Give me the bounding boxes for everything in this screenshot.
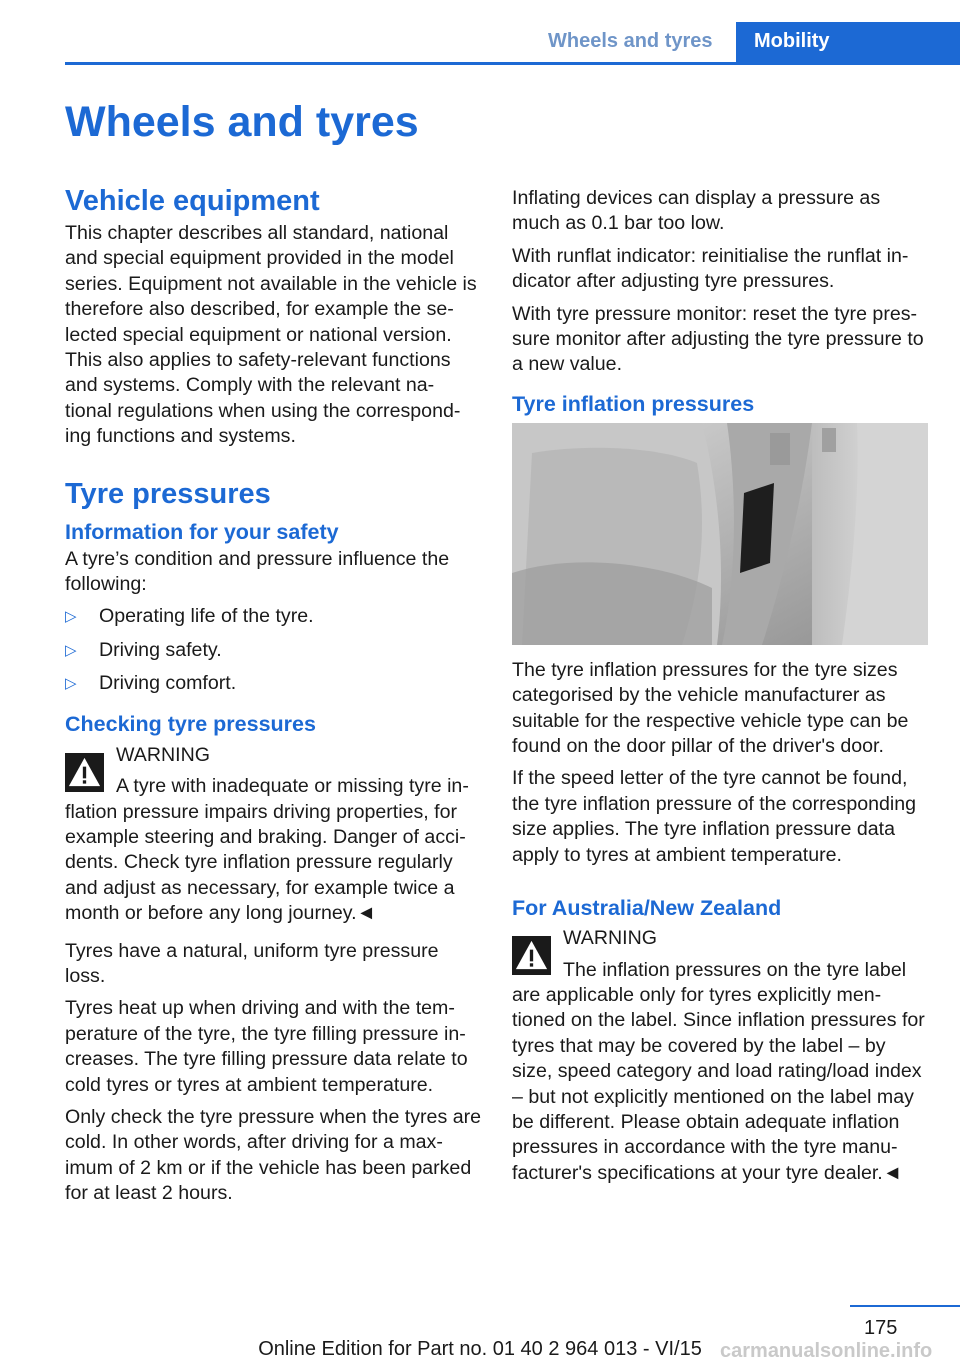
- triangle-right-icon: ▷: [65, 675, 77, 693]
- runflat-paragraph: With runflat indicator: reinitialise the runflat in- dicator after adjusting tyre pressures.: [512, 244, 909, 293]
- list-item: [65, 638, 483, 663]
- triangle-right-icon: ▷: [65, 641, 77, 659]
- tyre-heat-paragraph: Tyres heat up when driving and with the tem- perature of the tyre, the tyre filling pressure in- creases. The tyre filling pressure data relate to cold tyres or tyres at ambient temperature.: [65, 997, 468, 1096]
- australia-nz-heading: For Australia/New Zealand: [512, 896, 782, 921]
- header-tab-mobility: [736, 22, 960, 65]
- check-cold-paragraph: Only check the tyre pressure when the tyres are cold. In other words, after driving for a max- imum of 2 km or if the vehicle has been parked for at least 2 hours.: [65, 1105, 482, 1205]
- inflation-location-paragraph: The tyre inflation pressures for the tyre sizes categorised by the vehicle manufacturer as suitable for the respective vehicle type can be found on the door pillar of the driver's door.: [512, 658, 909, 758]
- warning-title: WARNING: [116, 743, 210, 766]
- speed-letter-paragraph: If the speed letter of the tyre cannot be found, the tyre inflation pressure of the corresponding size applies. The tyre inflation pressure data apply to tyres at ambient temperature.: [512, 767, 917, 866]
- door-pillar-photo: [512, 423, 928, 645]
- vehicle-equipment-body: This chapter describes all standard, national and special equipment provided in the model series. Equipment not available in the vehicle is therefore also described, for example the se- lected special equipment or national version. This also applies to safety-relevant functions and systems. Comply with the relevant na- tional regulations when using the correspond- ing functions and systems.: [65, 222, 477, 448]
- warning-text: A tyre with inadequate or missing tyre in- flation pressure impairs driving properties, for example steering and braking. Danger of acci- dents. Check tyre inflation pressure regularly and adjust as necessary, for example twice a month or before any long journey.◄: [65, 775, 469, 925]
- left-column: [65, 183, 483, 1214]
- list-item-text: Driving comfort.: [99, 672, 237, 695]
- vehicle-equipment-heading: Vehicle equipment: [65, 185, 320, 217]
- header-tab-label: Mobility: [754, 30, 830, 52]
- safety-info-heading: Information for your safety: [65, 519, 339, 544]
- list-item: [65, 604, 483, 629]
- right-column: [512, 186, 930, 1193]
- warning-title: WARNING: [563, 927, 657, 950]
- triangle-right-icon: ▷: [65, 608, 77, 626]
- page-number: 175: [864, 1317, 898, 1339]
- list-item-text: Operating life of the tyre.: [99, 605, 314, 628]
- inflating-devices-paragraph: Inflating devices can display a pressure as much as 0.1 bar too low.: [512, 187, 881, 235]
- tyre-pressures-heading: Tyre pressures: [65, 477, 271, 510]
- warning-box: [65, 743, 483, 927]
- header-section-title: Wheels and tyres: [548, 30, 713, 52]
- safety-info-body: A tyre’s condition and pressure influence the following:: [65, 547, 450, 596]
- safety-bullet-list: [65, 604, 483, 696]
- checking-pressures-heading: Checking tyre pressures: [65, 711, 316, 736]
- page-title: Wheels and tyres: [65, 98, 419, 146]
- pressure-monitor-paragraph: With tyre pressure monitor: reset the tyre pres- sure monitor after adjusting the tyre pressure to a new value.: [512, 302, 924, 376]
- warning-box: [512, 926, 930, 1186]
- list-item: [65, 671, 483, 696]
- inflation-pressures-heading: Tyre inflation pressures: [512, 391, 755, 416]
- warning-triangle-icon: [512, 936, 551, 975]
- watermark: carmanualsonline.info: [720, 1340, 933, 1362]
- pressure-loss-paragraph: Tyres have a natural, uniform tyre pressure loss.: [65, 939, 439, 987]
- warning-triangle-icon: [65, 753, 104, 792]
- warning-text: The inflation pressures on the tyre label are applicable only for tyres explicitly men- tioned on the label. Since inflation pressures for tyres that may be covered by the label – by size, speed category and load rating/load index – but not explicitly mentioned on the label may be different. Please obtain adequate inflation pressures in accordance with the tyre manu- facturer's specifications at your tyre dealer.◄: [512, 958, 925, 1184]
- footer-rule: [850, 1305, 960, 1307]
- online-edition-note: Online Edition for Part no. 01 40 2 964 013 - VI/15: [258, 1338, 702, 1360]
- list-item-text: Driving safety.: [99, 638, 222, 661]
